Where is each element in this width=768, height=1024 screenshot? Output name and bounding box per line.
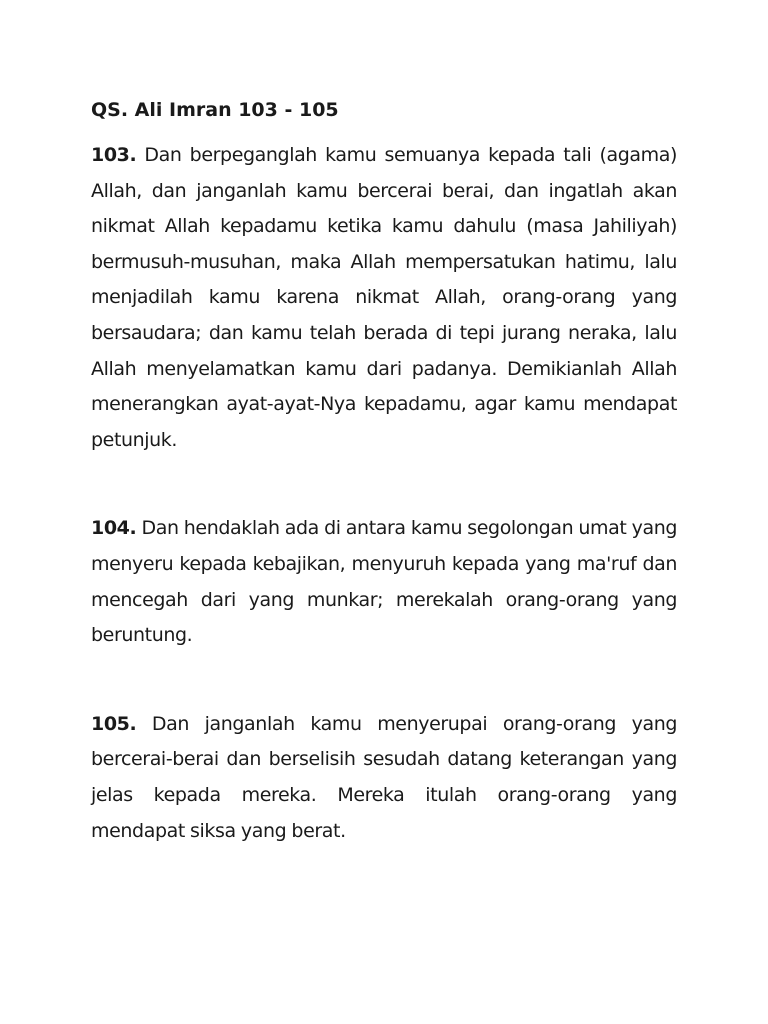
document-page	[91, 92, 677, 849]
verse-105	[91, 707, 677, 849]
verse-number: 103.	[91, 144, 137, 166]
verse-text: Dan berpeganglah kamu semuanya kepada tali (agama) Allah, dan janganlah kamu bercerai berai, dan ingatlah akan nikmat Allah kepadamu ketika kamu dahulu (masa Jahiliyah) bermusuh-musuhan, maka Allah mempersatukan hatimu, lalu menjadilah kamu karena nikmat Allah, orang-orang yang bersaudara; dan kamu telah berada di tepi jurang neraka, lalu Allah menyelamatkan kamu dari padanya. Demikianlah Allah menerangkan ayat-ayat-Nya kepadamu, agar kamu mendapat petunjuk.	[91, 144, 677, 451]
verse-text: Dan hendaklah ada di antara kamu segolongan umat yang menyeru kepada kebajikan, menyuruh kepada yang ma'ruf dan mencegah dari yang munkar; merekalah orang-orang yang beruntung.	[91, 517, 678, 647]
verse-number: 105.	[91, 712, 137, 735]
document-title: QS. Ali Imran 103 - 105	[91, 99, 339, 121]
verse-text: Dan janganlah kamu menyerupai orang-orang yang bercerai-berai dan berselisih sesudah datang keterangan yang jelas kepada mereka. Mereka itulah orang-orang yang mendapat siksa yang berat.	[91, 712, 677, 842]
verse-103	[91, 138, 677, 458]
verse-104	[91, 511, 677, 653]
verse-number: 104.	[91, 517, 137, 540]
